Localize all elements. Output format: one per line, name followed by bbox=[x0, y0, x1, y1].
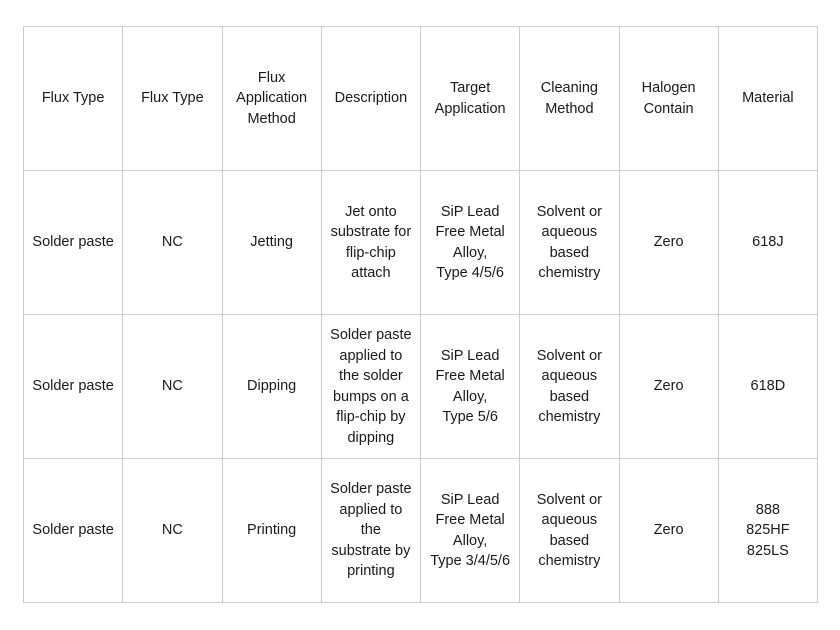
table-header-row bbox=[24, 27, 818, 171]
cell-material: 888 825HF 825LS bbox=[718, 459, 817, 603]
flux-table bbox=[23, 26, 818, 603]
header-description: Description bbox=[321, 27, 420, 171]
header-cleaning-method: Cleaning Method bbox=[520, 27, 619, 171]
cell-halogen-contain: Zero bbox=[619, 459, 718, 603]
cell-material: 618D bbox=[718, 315, 817, 459]
cell-halogen-contain: Zero bbox=[619, 171, 718, 315]
table-row bbox=[24, 459, 818, 603]
cell-flux-type-2: NC bbox=[123, 459, 222, 603]
header-target-application: Target Application bbox=[421, 27, 520, 171]
cell-cleaning-method: Solvent or aqueous based chemistry bbox=[520, 459, 619, 603]
table-row bbox=[24, 171, 818, 315]
cell-target-application: SiP Lead Free Metal Alloy, Type 3/4/5/6 bbox=[421, 459, 520, 603]
cell-flux-type-1: Solder paste bbox=[24, 459, 123, 603]
cell-flux-type-2: NC bbox=[123, 171, 222, 315]
header-halogen-contain: Halogen Contain bbox=[619, 27, 718, 171]
table-row bbox=[24, 315, 818, 459]
cell-flux-type-2: NC bbox=[123, 315, 222, 459]
cell-target-application: SiP Lead Free Metal Alloy, Type 5/6 bbox=[421, 315, 520, 459]
cell-description: Solder paste applied to the substrate by printing bbox=[321, 459, 420, 603]
header-flux-type-2: Flux Type bbox=[123, 27, 222, 171]
header-flux-application-method: Flux Application Method bbox=[222, 27, 321, 171]
cell-description: Jet onto substrate for flip-chip attach bbox=[321, 171, 420, 315]
cell-flux-type-1: Solder paste bbox=[24, 315, 123, 459]
cell-target-application: SiP Lead Free Metal Alloy, Type 4/5/6 bbox=[421, 171, 520, 315]
cell-cleaning-method: Solvent or aqueous based chemistry bbox=[520, 315, 619, 459]
cell-halogen-contain: Zero bbox=[619, 315, 718, 459]
header-flux-type-1: Flux Type bbox=[24, 27, 123, 171]
cell-material: 618J bbox=[718, 171, 817, 315]
header-material: Material bbox=[718, 27, 817, 171]
cell-application-method: Jetting bbox=[222, 171, 321, 315]
cell-flux-type-1: Solder paste bbox=[24, 171, 123, 315]
cell-application-method: Dipping bbox=[222, 315, 321, 459]
cell-cleaning-method: Solvent or aqueous based chemistry bbox=[520, 171, 619, 315]
cell-description: Solder paste applied to the solder bumps on a flip-chip by dipping bbox=[321, 315, 420, 459]
cell-application-method: Printing bbox=[222, 459, 321, 603]
